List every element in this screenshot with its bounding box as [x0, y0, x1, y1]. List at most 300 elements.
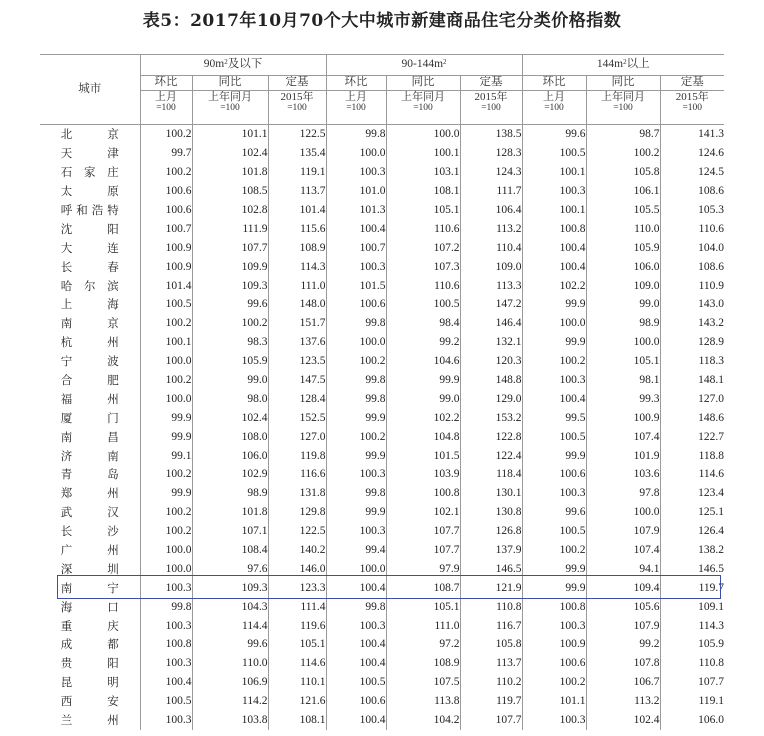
city-cell [40, 295, 140, 314]
value-cell: 103.1 [386, 163, 460, 182]
value-cell: 106.9 [192, 673, 268, 692]
table-row [40, 427, 724, 446]
value-cell: 138.5 [460, 125, 522, 144]
city-name: 合 肥 [60, 373, 119, 388]
city-cell [40, 352, 140, 371]
value-cell: 118.3 [660, 352, 724, 371]
value-cell: 100.0 [586, 333, 660, 352]
city-cell [40, 257, 140, 276]
value-cell: 147.2 [460, 295, 522, 314]
value-cell: 100.7 [326, 238, 386, 257]
value-cell: 118.8 [660, 446, 724, 465]
value-cell: 100.5 [386, 295, 460, 314]
value-cell: 105.1 [386, 597, 460, 616]
value-cell: 126.8 [460, 522, 522, 541]
table-row [40, 371, 724, 390]
value-cell: 100.5 [326, 673, 386, 692]
table-row [40, 295, 724, 314]
value-cell: 105.3 [660, 201, 724, 220]
value-cell: 100.0 [586, 503, 660, 522]
value-cell: 100.6 [140, 201, 192, 220]
table-row [40, 503, 724, 522]
value-cell: 100.9 [140, 238, 192, 257]
value-cell: 99.1 [140, 446, 192, 465]
city-name: 武 汉 [60, 505, 119, 520]
table-row [40, 182, 724, 201]
value-cell: 101.8 [192, 163, 268, 182]
value-cell: 143.0 [660, 295, 724, 314]
value-cell: 152.5 [268, 408, 326, 427]
value-cell: 99.9 [522, 295, 586, 314]
table-row [40, 541, 724, 560]
city-column-header: 城市 [40, 55, 140, 125]
value-cell: 99.9 [326, 503, 386, 522]
value-cell: 119.1 [660, 692, 724, 711]
city-cell [40, 597, 140, 616]
value-cell: 99.9 [140, 408, 192, 427]
city-cell [40, 371, 140, 390]
city-cell [40, 654, 140, 673]
value-cell: 97.8 [586, 484, 660, 503]
value-cell: 103.8 [192, 711, 268, 730]
value-cell: 105.1 [586, 352, 660, 371]
value-cell: 110.6 [660, 219, 724, 238]
value-cell: 100.3 [140, 654, 192, 673]
value-cell: 110.2 [460, 673, 522, 692]
city-cell [40, 711, 140, 730]
sub-header: 环比 [140, 76, 192, 91]
value-cell: 123.5 [268, 352, 326, 371]
city-name: 上 海 [60, 297, 119, 312]
sub-header: 定基 [268, 76, 326, 91]
value-cell: 106.0 [660, 711, 724, 730]
table-row [40, 446, 724, 465]
value-cell: 107.4 [586, 541, 660, 560]
city-name: 兰 州 [60, 713, 119, 728]
value-cell: 122.5 [268, 125, 326, 144]
city-name: 南 宁 [60, 580, 119, 595]
value-cell: 100.0 [140, 352, 192, 371]
value-cell: 153.2 [460, 408, 522, 427]
value-cell: 99.2 [586, 635, 660, 654]
value-cell: 98.3 [192, 333, 268, 352]
value-cell: 110.6 [386, 276, 460, 295]
city-name: 厦 门 [60, 410, 119, 425]
value-cell: 99.9 [522, 446, 586, 465]
value-cell: 105.1 [268, 635, 326, 654]
value-cell: 100.0 [522, 314, 586, 333]
value-cell: 125.1 [660, 503, 724, 522]
city-cell [40, 276, 140, 295]
value-cell: 99.0 [192, 371, 268, 390]
value-cell: 100.6 [522, 654, 586, 673]
value-cell: 110.8 [460, 597, 522, 616]
sub-header: 定基 [460, 76, 522, 91]
value-cell: 119.7 [660, 578, 724, 597]
value-cell: 111.0 [386, 616, 460, 635]
value-cell: 99.8 [326, 371, 386, 390]
value-cell: 100.2 [326, 427, 386, 446]
value-cell: 100.3 [326, 257, 386, 276]
value-cell: 118.4 [460, 465, 522, 484]
value-cell: 99.9 [326, 446, 386, 465]
value-cell: 104.0 [660, 238, 724, 257]
value-cell: 100.4 [326, 219, 386, 238]
sub-header: 环比 [522, 76, 586, 91]
city-cell [40, 484, 140, 503]
value-cell: 99.8 [326, 389, 386, 408]
base-header: 2015年 =100 [268, 91, 326, 125]
value-cell: 101.0 [326, 182, 386, 201]
city-cell [40, 201, 140, 220]
city-cell [40, 673, 140, 692]
value-cell: 113.2 [460, 219, 522, 238]
value-cell: 124.5 [660, 163, 724, 182]
value-cell: 110.9 [660, 276, 724, 295]
table-row [40, 484, 724, 503]
city-cell [40, 503, 140, 522]
page-title: 表5：2017年10月70个大中城市新建商品住宅分类价格指数 [142, 11, 622, 31]
value-cell: 138.2 [660, 541, 724, 560]
value-cell: 99.9 [326, 408, 386, 427]
value-cell: 119.6 [268, 616, 326, 635]
value-cell: 147.5 [268, 371, 326, 390]
value-cell: 102.4 [192, 144, 268, 163]
value-cell: 100.3 [140, 616, 192, 635]
city-name: 南 昌 [60, 429, 119, 444]
value-cell: 113.3 [460, 276, 522, 295]
value-cell: 99.0 [386, 389, 460, 408]
value-cell: 94.1 [586, 559, 660, 578]
value-cell: 100.4 [140, 673, 192, 692]
value-cell: 104.6 [386, 352, 460, 371]
city-name: 大 连 [60, 240, 119, 255]
value-cell: 105.9 [660, 635, 724, 654]
value-cell: 100.3 [140, 711, 192, 730]
value-cell: 98.7 [586, 125, 660, 144]
city-cell [40, 465, 140, 484]
base-header: 2015年 =100 [660, 91, 724, 125]
value-cell: 107.9 [586, 522, 660, 541]
city-name: 重 庆 [60, 618, 119, 633]
value-cell: 102.9 [192, 465, 268, 484]
value-cell: 99.9 [522, 578, 586, 597]
value-cell: 100.0 [140, 541, 192, 560]
value-cell: 110.0 [192, 654, 268, 673]
value-cell: 113.2 [586, 692, 660, 711]
value-cell: 100.4 [522, 257, 586, 276]
city-name: 福 州 [60, 391, 119, 406]
value-cell: 99.8 [140, 597, 192, 616]
value-cell: 100.5 [522, 427, 586, 446]
value-cell: 108.0 [192, 427, 268, 446]
value-cell: 100.2 [140, 371, 192, 390]
city-name: 呼和浩特 [60, 203, 119, 217]
value-cell: 129.8 [268, 503, 326, 522]
value-cell: 106.0 [192, 446, 268, 465]
sub-header: 环比 [326, 76, 386, 91]
value-cell: 146.0 [268, 559, 326, 578]
value-cell: 100.3 [326, 522, 386, 541]
table-row [40, 578, 724, 597]
value-cell: 99.9 [386, 371, 460, 390]
value-cell: 102.8 [192, 201, 268, 220]
value-cell: 123.4 [660, 484, 724, 503]
sub-header: 定基 [660, 76, 724, 91]
value-cell: 121.6 [268, 692, 326, 711]
value-cell: 99.8 [326, 597, 386, 616]
value-cell: 108.5 [192, 182, 268, 201]
value-cell: 127.0 [268, 427, 326, 446]
value-cell: 100.1 [140, 333, 192, 352]
value-cell: 108.6 [660, 257, 724, 276]
value-cell: 99.6 [192, 635, 268, 654]
value-cell: 99.0 [586, 295, 660, 314]
value-cell: 100.2 [140, 314, 192, 333]
value-cell: 114.6 [268, 654, 326, 673]
value-cell: 108.7 [386, 578, 460, 597]
table-row [40, 163, 724, 182]
value-cell: 119.7 [460, 692, 522, 711]
value-cell: 99.6 [522, 125, 586, 144]
value-cell: 107.4 [586, 427, 660, 446]
value-cell: 105.8 [460, 635, 522, 654]
value-cell: 100.2 [140, 163, 192, 182]
value-cell: 102.4 [192, 408, 268, 427]
value-cell: 107.9 [586, 616, 660, 635]
value-cell: 102.2 [386, 408, 460, 427]
value-cell: 100.0 [140, 559, 192, 578]
table-row [40, 333, 724, 352]
value-cell: 97.2 [386, 635, 460, 654]
value-cell: 98.0 [192, 389, 268, 408]
value-cell: 119.8 [268, 446, 326, 465]
value-cell: 100.3 [326, 465, 386, 484]
table-row [40, 314, 724, 333]
table-row [40, 408, 724, 427]
value-cell: 103.6 [586, 465, 660, 484]
value-cell: 116.6 [268, 465, 326, 484]
table-row [40, 654, 724, 673]
value-cell: 100.2 [522, 673, 586, 692]
value-cell: 97.9 [386, 559, 460, 578]
value-cell: 101.1 [192, 125, 268, 144]
value-cell: 130.1 [460, 484, 522, 503]
value-cell: 114.6 [660, 465, 724, 484]
value-cell: 109.4 [586, 578, 660, 597]
value-cell: 100.8 [140, 635, 192, 654]
value-cell: 98.9 [192, 484, 268, 503]
value-cell: 98.4 [386, 314, 460, 333]
value-cell: 99.9 [140, 484, 192, 503]
value-cell: 97.6 [192, 559, 268, 578]
value-cell: 105.9 [586, 238, 660, 257]
value-cell: 99.3 [586, 389, 660, 408]
table-row [40, 597, 724, 616]
value-cell: 106.4 [460, 201, 522, 220]
value-cell: 98.9 [586, 314, 660, 333]
value-cell: 100.2 [140, 522, 192, 541]
value-cell: 100.5 [140, 692, 192, 711]
value-cell: 100.2 [522, 352, 586, 371]
value-cell: 102.2 [522, 276, 586, 295]
city-cell [40, 578, 140, 597]
value-cell: 100.1 [522, 201, 586, 220]
value-cell: 106.1 [586, 182, 660, 201]
table-row [40, 559, 724, 578]
value-cell: 99.8 [326, 125, 386, 144]
value-cell: 137.6 [268, 333, 326, 352]
value-cell: 104.2 [386, 711, 460, 730]
value-cell: 148.8 [460, 371, 522, 390]
value-cell: 137.9 [460, 541, 522, 560]
city-cell [40, 446, 140, 465]
group-header-medium: $90-144m^2$ [326, 55, 522, 76]
value-cell: 105.5 [586, 201, 660, 220]
value-cell: 98.1 [586, 371, 660, 390]
city-name: 成 都 [60, 637, 119, 652]
value-cell: 105.1 [386, 201, 460, 220]
value-cell: 116.7 [460, 616, 522, 635]
value-cell: 100.0 [326, 144, 386, 163]
value-cell: 100.8 [386, 484, 460, 503]
value-cell: 100.4 [326, 711, 386, 730]
value-cell: 119.1 [268, 163, 326, 182]
value-cell: 122.7 [660, 427, 724, 446]
value-cell: 143.2 [660, 314, 724, 333]
value-cell: 104.3 [192, 597, 268, 616]
city-cell [40, 522, 140, 541]
value-cell: 108.9 [386, 654, 460, 673]
value-cell: 99.7 [140, 144, 192, 163]
table-body [40, 125, 724, 730]
value-cell: 106.0 [586, 257, 660, 276]
table-row [40, 389, 724, 408]
value-cell: 101.1 [522, 692, 586, 711]
value-cell: 110.1 [268, 673, 326, 692]
city-cell [40, 125, 140, 144]
table-row [40, 673, 724, 692]
value-cell: 107.7 [386, 541, 460, 560]
value-cell: 113.8 [386, 692, 460, 711]
value-cell: 100.3 [522, 616, 586, 635]
group-header-large: $144m^2$以上 [522, 55, 724, 76]
value-cell: 124.3 [460, 163, 522, 182]
value-cell: 102.1 [386, 503, 460, 522]
city-cell [40, 408, 140, 427]
city-name: 太 原 [60, 184, 119, 199]
table-row [40, 616, 724, 635]
value-cell: 100.4 [326, 578, 386, 597]
city-name: 北 京 [60, 127, 119, 142]
value-cell: 100.2 [192, 314, 268, 333]
city-name: 昆 明 [60, 675, 119, 690]
value-cell: 100.4 [522, 238, 586, 257]
value-cell: 100.7 [140, 219, 192, 238]
value-cell: 100.4 [326, 654, 386, 673]
city-cell [40, 616, 140, 635]
base-header: 上年同月 =100 [386, 91, 460, 125]
base-header: 上月 =100 [140, 91, 192, 125]
value-cell: 108.6 [660, 182, 724, 201]
value-cell: 101.4 [140, 276, 192, 295]
value-cell: 129.0 [460, 389, 522, 408]
value-cell: 100.3 [326, 163, 386, 182]
value-cell: 99.8 [326, 484, 386, 503]
value-cell: 122.4 [460, 446, 522, 465]
value-cell: 101.5 [326, 276, 386, 295]
city-name: 杭 州 [60, 335, 119, 350]
city-name: 郑 州 [60, 486, 119, 501]
value-cell: 107.2 [386, 238, 460, 257]
value-cell: 99.6 [192, 295, 268, 314]
value-cell: 100.2 [140, 503, 192, 522]
sub-header: 同比 [386, 76, 460, 91]
value-cell: 107.3 [386, 257, 460, 276]
value-cell: 114.4 [192, 616, 268, 635]
value-cell: 141.3 [660, 125, 724, 144]
value-cell: 100.0 [140, 389, 192, 408]
city-name: 哈 尔 滨 [60, 278, 119, 293]
value-cell: 107.5 [386, 673, 460, 692]
value-cell: 105.6 [586, 597, 660, 616]
value-cell: 101.4 [268, 201, 326, 220]
value-cell: 151.7 [268, 314, 326, 333]
value-cell: 99.8 [326, 314, 386, 333]
value-cell: 100.3 [522, 484, 586, 503]
city-cell [40, 238, 140, 257]
base-header: 上月 =100 [326, 91, 386, 125]
value-cell: 108.4 [192, 541, 268, 560]
city-name: 石 家 庄 [60, 165, 119, 180]
value-cell: 122.8 [460, 427, 522, 446]
value-cell: 111.7 [460, 182, 522, 201]
value-cell: 101.3 [326, 201, 386, 220]
value-cell: 100.3 [140, 578, 192, 597]
value-cell: 107.1 [192, 522, 268, 541]
city-cell [40, 559, 140, 578]
value-cell: 107.7 [192, 238, 268, 257]
value-cell: 101.8 [192, 503, 268, 522]
value-cell: 131.8 [268, 484, 326, 503]
table-row [40, 465, 724, 484]
value-cell: 107.7 [460, 711, 522, 730]
value-cell: 135.4 [268, 144, 326, 163]
value-cell: 100.1 [386, 144, 460, 163]
value-cell: 100.2 [140, 125, 192, 144]
table-row [40, 635, 724, 654]
value-cell: 121.9 [460, 578, 522, 597]
value-cell: 146.5 [460, 559, 522, 578]
value-cell: 100.5 [522, 144, 586, 163]
table-row [40, 692, 724, 711]
value-cell: 109.1 [660, 597, 724, 616]
price-index-table [40, 54, 724, 730]
value-cell: 107.8 [586, 654, 660, 673]
value-cell: 111.4 [268, 597, 326, 616]
value-cell: 148.6 [660, 408, 724, 427]
base-header: 2015年 =100 [460, 91, 522, 125]
value-cell: 100.3 [326, 616, 386, 635]
value-cell: 120.3 [460, 352, 522, 371]
value-cell: 100.0 [326, 559, 386, 578]
value-cell: 100.9 [586, 408, 660, 427]
value-cell: 148.0 [268, 295, 326, 314]
value-cell: 108.1 [386, 182, 460, 201]
city-cell [40, 163, 140, 182]
value-cell: 105.9 [192, 352, 268, 371]
value-cell: 101.5 [386, 446, 460, 465]
